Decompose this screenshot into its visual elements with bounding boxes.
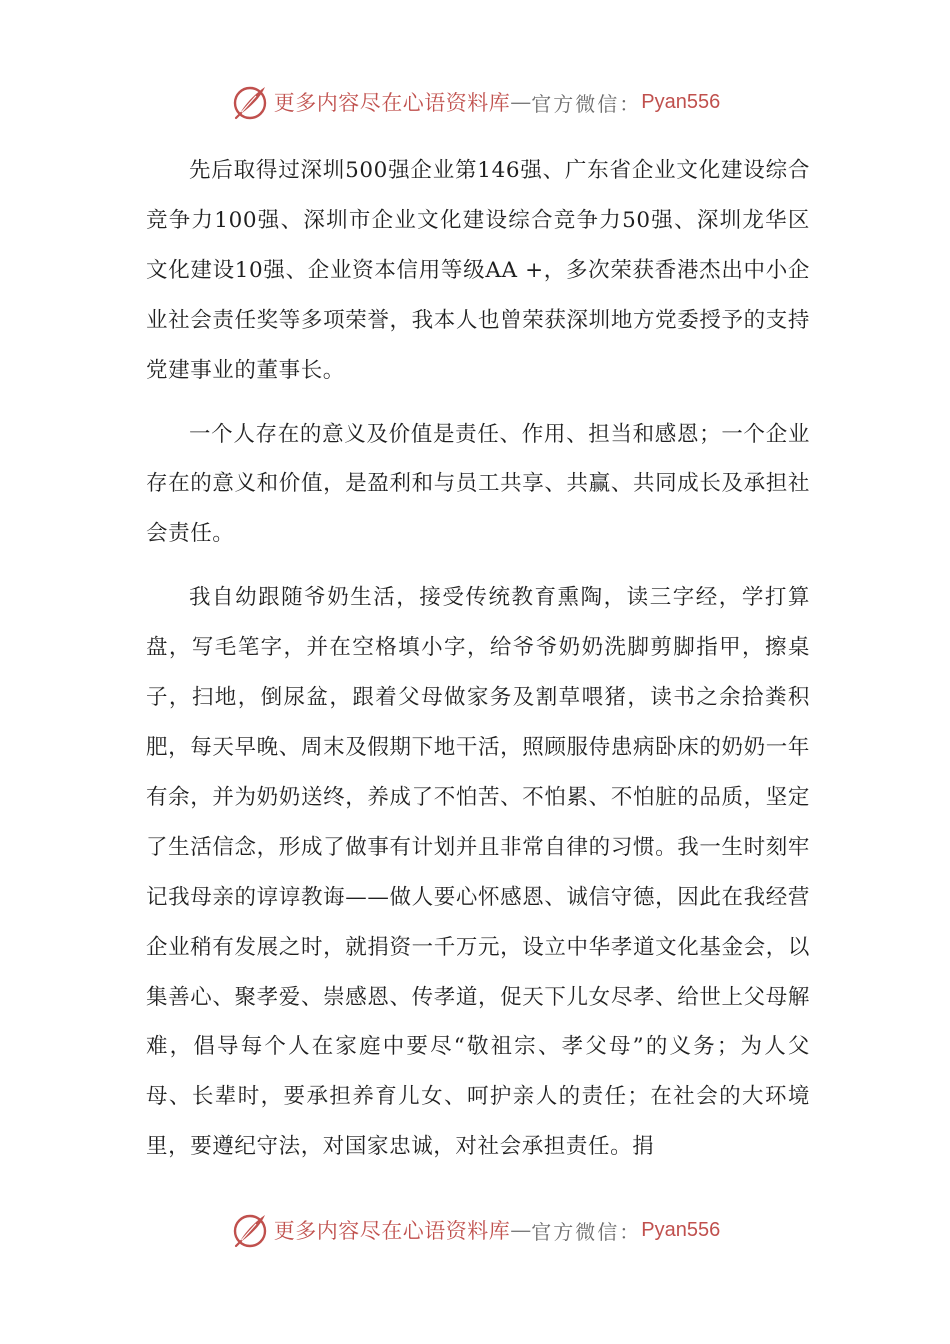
banner-dash: — [510,1218,532,1242]
document-body [146,146,810,1186]
quill-pen-circle-icon [230,82,270,122]
banner-main-text: 更多内容尽在心语资料库 [273,91,511,115]
banner-wechat-label: 官方微信： [531,1219,642,1244]
header-banner [0,80,950,124]
banner-wechat-id: Pyan556 [641,1218,721,1241]
banner-wechat-label: 官方微信： [531,91,642,116]
quill-pen-circle-icon [230,1210,270,1250]
banner-wechat-id: Pyan556 [641,90,721,113]
footer-banner [0,1208,950,1252]
banner-main-text: 更多内容尽在心语资料库 [273,1219,511,1243]
body-paragraph: 一个人存在的意义及价值是责任、作用、担当和感恩；一个企业存在的意义和价值，是盈利和与员工共享、共赢、共同成长及承担社会责任。 [146,421,810,547]
body-paragraph: 先后取得过深圳500强企业第146强、广东省企业文化建设综合竞争力100强、深圳市企业文化建设综合竞争力50强、深圳龙华区文化建设10强、企业资本信用等级AA +，多次荣获香港杰出中小企业社会责任奖等多项荣誉，我本人也曾荣获深圳地方党委授予的支持党建事业的董事长。 [146,158,810,383]
body-paragraph: 我自幼跟随爷奶生活，接受传统教育熏陶，读三字经，学打算盘，写毛笔字，并在空格填小字，给爷爷奶奶洗脚剪脚指甲，擦桌子，扫地，倒尿盆，跟着父母做家务及割草喂猪，读书之余拾粪积肥，每天早晚、周末及假期下地干活，照顾服侍患病卧床的奶奶一年有余，并为奶奶送终，养成了不怕苦、不怕累、不怕脏的品质，坚定了生活信念，形成了做事有计划并且非常自律的习惯。我一生时刻牢记我母亲的谆谆教诲——做人要心怀感恩、诚信守德，因此在我经营企业稍有发展之时，就捐资一千万元，设立中华孝道文化基金会，以集善心、聚孝爱、崇感恩、传孝道，促天下儿女尽孝、给世上父母解难，倡导每个人在家庭中要尽“敬祖宗、孝父母”的义务；为人父母、长辈时，要承担养育儿女、呵护亲人的责任；在社会的大环境里，要遵纪守法，对国家忠诚，对社会承担责任。捐 [146,585,810,1160]
banner-dash: — [510,90,532,114]
